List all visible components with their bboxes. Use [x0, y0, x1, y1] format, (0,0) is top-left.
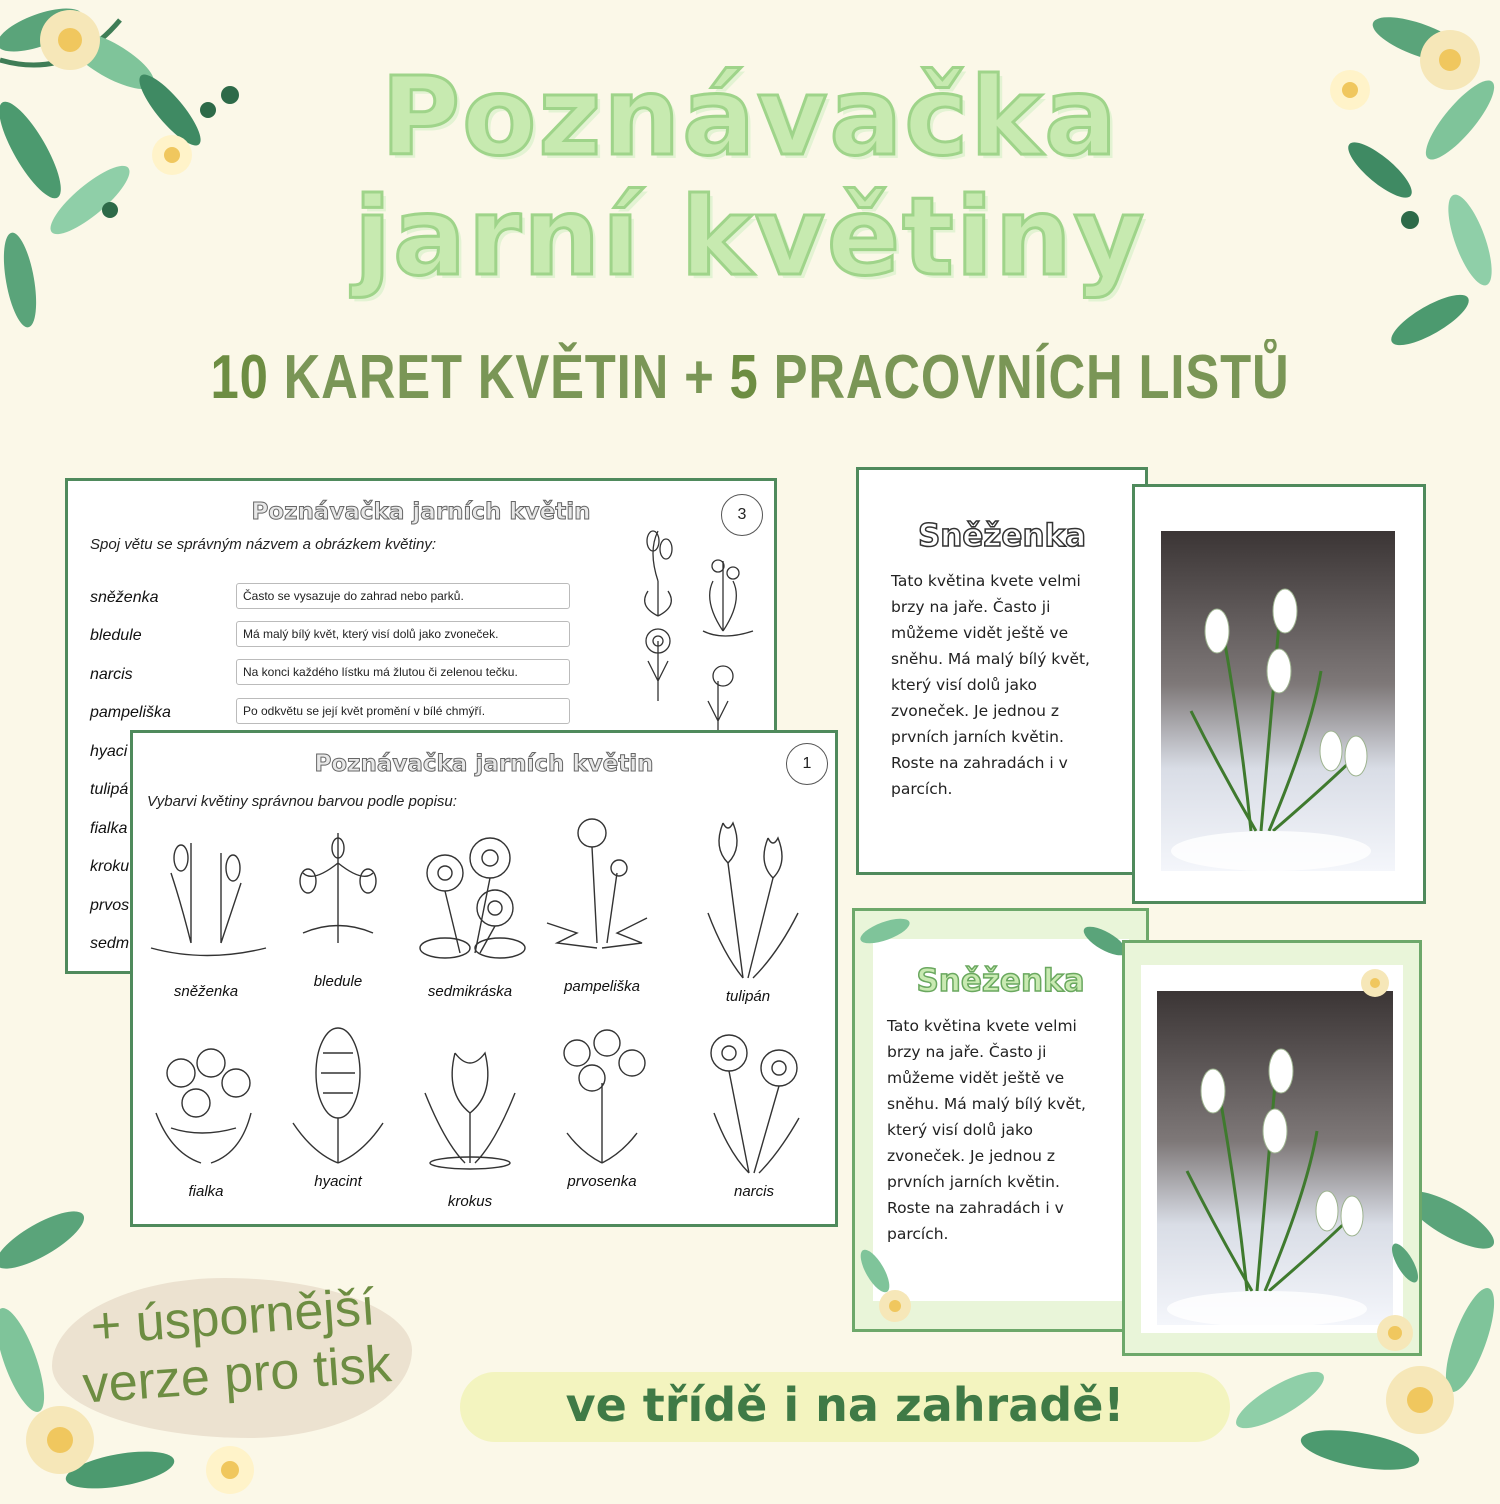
badge-line1: + úspornější: [88, 1278, 378, 1356]
card-line: Roste na zahradách i v: [891, 754, 1068, 772]
subtitle-sheet-count: 5: [729, 343, 759, 412]
flower-label: tulipán: [725, 988, 771, 1005]
worksheet-title: Poznávačka jarních květin: [314, 751, 654, 777]
hyacinth-drawing-icon: [273, 1023, 403, 1173]
card-line: můžeme vidět ještě ve: [891, 624, 1069, 642]
flower-card-text-green: [852, 908, 1149, 1332]
card-description: [891, 568, 1090, 802]
flower-label: prvosenka: [567, 1173, 637, 1190]
word-item: hyaci: [90, 743, 128, 760]
subtitle-card-count: 10: [210, 343, 269, 412]
word-item: kroku: [90, 858, 130, 875]
page-title-line2: jarní květiny: [353, 175, 1147, 300]
flower-cell: [689, 1023, 819, 1198]
subtitle-part1: KARET KVĚTIN +: [268, 343, 730, 412]
worksheet-number: 1: [786, 743, 828, 785]
card-line: brzy na jaře. Často ji: [887, 1043, 1047, 1061]
sentence-box: Má malý bílý květ, který visí dolů jako zvoneček.: [236, 621, 570, 647]
slogan-text: ve třídě i na zahradě!: [565, 1378, 1125, 1432]
worksheet-instruction: Vybarvi květiny správnou barvou podle popisu:: [147, 793, 457, 810]
word-item: tulipá: [90, 781, 129, 798]
flower-cell: [683, 813, 813, 1005]
card-line: Tato květina kvete velmi: [891, 572, 1081, 590]
primrose-drawing-icon: [537, 1023, 667, 1173]
daisy-drawing-icon: [405, 823, 535, 973]
flower-label: bledule: [313, 973, 363, 990]
tulip-drawing-icon: [683, 813, 823, 983]
subtitle-part2: PRACOVNÍCH LISTŮ: [758, 343, 1290, 412]
card-line: brzy na jaře. Často ji: [891, 598, 1051, 616]
flower-drawings-icon: [628, 521, 768, 741]
sentence-box: Po odkvětu se její květ promění v bílé chmýří.: [236, 698, 570, 724]
dandelion-drawing-icon: [537, 813, 667, 973]
card-line: sněhu. Má malý bílý květ,: [887, 1095, 1086, 1113]
flower-cell: [537, 813, 667, 995]
word-item: narcis: [90, 666, 133, 683]
flower-cell: [405, 823, 535, 998]
snowdrop-photo-icon: [1161, 531, 1395, 871]
card-line: který visí dolů jako: [887, 1121, 1033, 1139]
card-line: můžeme vidět ještě ve: [887, 1069, 1065, 1087]
card-line: zvoneček. Je jednou z: [887, 1147, 1055, 1165]
page-title-line1: Poznávačka: [381, 55, 1119, 180]
card-line: parcích.: [887, 1225, 949, 1243]
flower-label: hyacint: [314, 1173, 362, 1190]
violet-drawing-icon: [141, 1033, 271, 1173]
flower-label: pampeliška: [564, 978, 640, 995]
card-line: sněhu. Má malý bílý květ,: [891, 650, 1090, 668]
flower-cell: [141, 823, 271, 998]
word-item: prvos: [90, 897, 130, 914]
card-line: Tato květina kvete velmi: [887, 1017, 1077, 1035]
flower-label: krokus: [447, 1193, 493, 1210]
flower-label: narcis: [733, 1183, 774, 1200]
snowflake-drawing-icon: [273, 823, 403, 973]
word-item: pampeliška: [90, 704, 171, 721]
word-item: sedm: [90, 935, 130, 952]
flower-card-text: [856, 467, 1148, 875]
worksheet-instruction: Spoj větu se správným názvem a obrázkem květiny:: [90, 536, 436, 553]
flower-cell: [273, 1023, 403, 1198]
worksheet-title: Poznávačka jarních květin: [251, 499, 591, 525]
card-leaf-decoration-icon: [855, 911, 1152, 1335]
card-line: Roste na zahradách i v: [887, 1199, 1064, 1217]
flower-cell: [141, 1033, 271, 1208]
card-line: prvních jarních květin.: [887, 1173, 1060, 1191]
page-subtitle: [135, 338, 1365, 418]
word-item: bledule: [90, 627, 142, 644]
sentence-box: Často se vysazuje do zahrad nebo parků.: [236, 583, 570, 609]
card-line: prvních jarních květin.: [891, 728, 1064, 746]
card-line: který visí dolů jako: [891, 676, 1037, 694]
flower-cell: [273, 823, 403, 998]
flower-card-photo-green: [1122, 940, 1422, 1356]
snowdrop-drawing-icon: [141, 823, 271, 973]
flower-label: fialka: [188, 1183, 224, 1200]
card-line: zvoneček. Je jednou z: [891, 702, 1059, 720]
flower-cell: [405, 1033, 535, 1208]
word-item: fialka: [90, 820, 128, 837]
worksheet-number: 3: [721, 494, 763, 536]
worksheet-1: [130, 730, 838, 1227]
card-flower-decoration-icon: [1125, 943, 1425, 1359]
flower-label: sedmikráska: [427, 983, 513, 1000]
card-title: Sněženka: [917, 518, 1087, 554]
narcissus-drawing-icon: [689, 1023, 819, 1183]
card-title: Sněženka: [916, 963, 1085, 999]
sentence-box: Na konci každého lístku má žlutou či zelenou tečku.: [236, 659, 570, 685]
flower-cell: [537, 1023, 667, 1198]
flower-card-photo: [1132, 484, 1426, 904]
badge-line2: verze pro tisk: [80, 1335, 394, 1415]
print-version-badge: [66, 1277, 403, 1416]
crocus-drawing-icon: [405, 1033, 535, 1173]
word-item: sněženka: [90, 589, 159, 606]
flower-label: sněženka: [173, 983, 239, 1000]
card-line: parcích.: [891, 780, 953, 798]
